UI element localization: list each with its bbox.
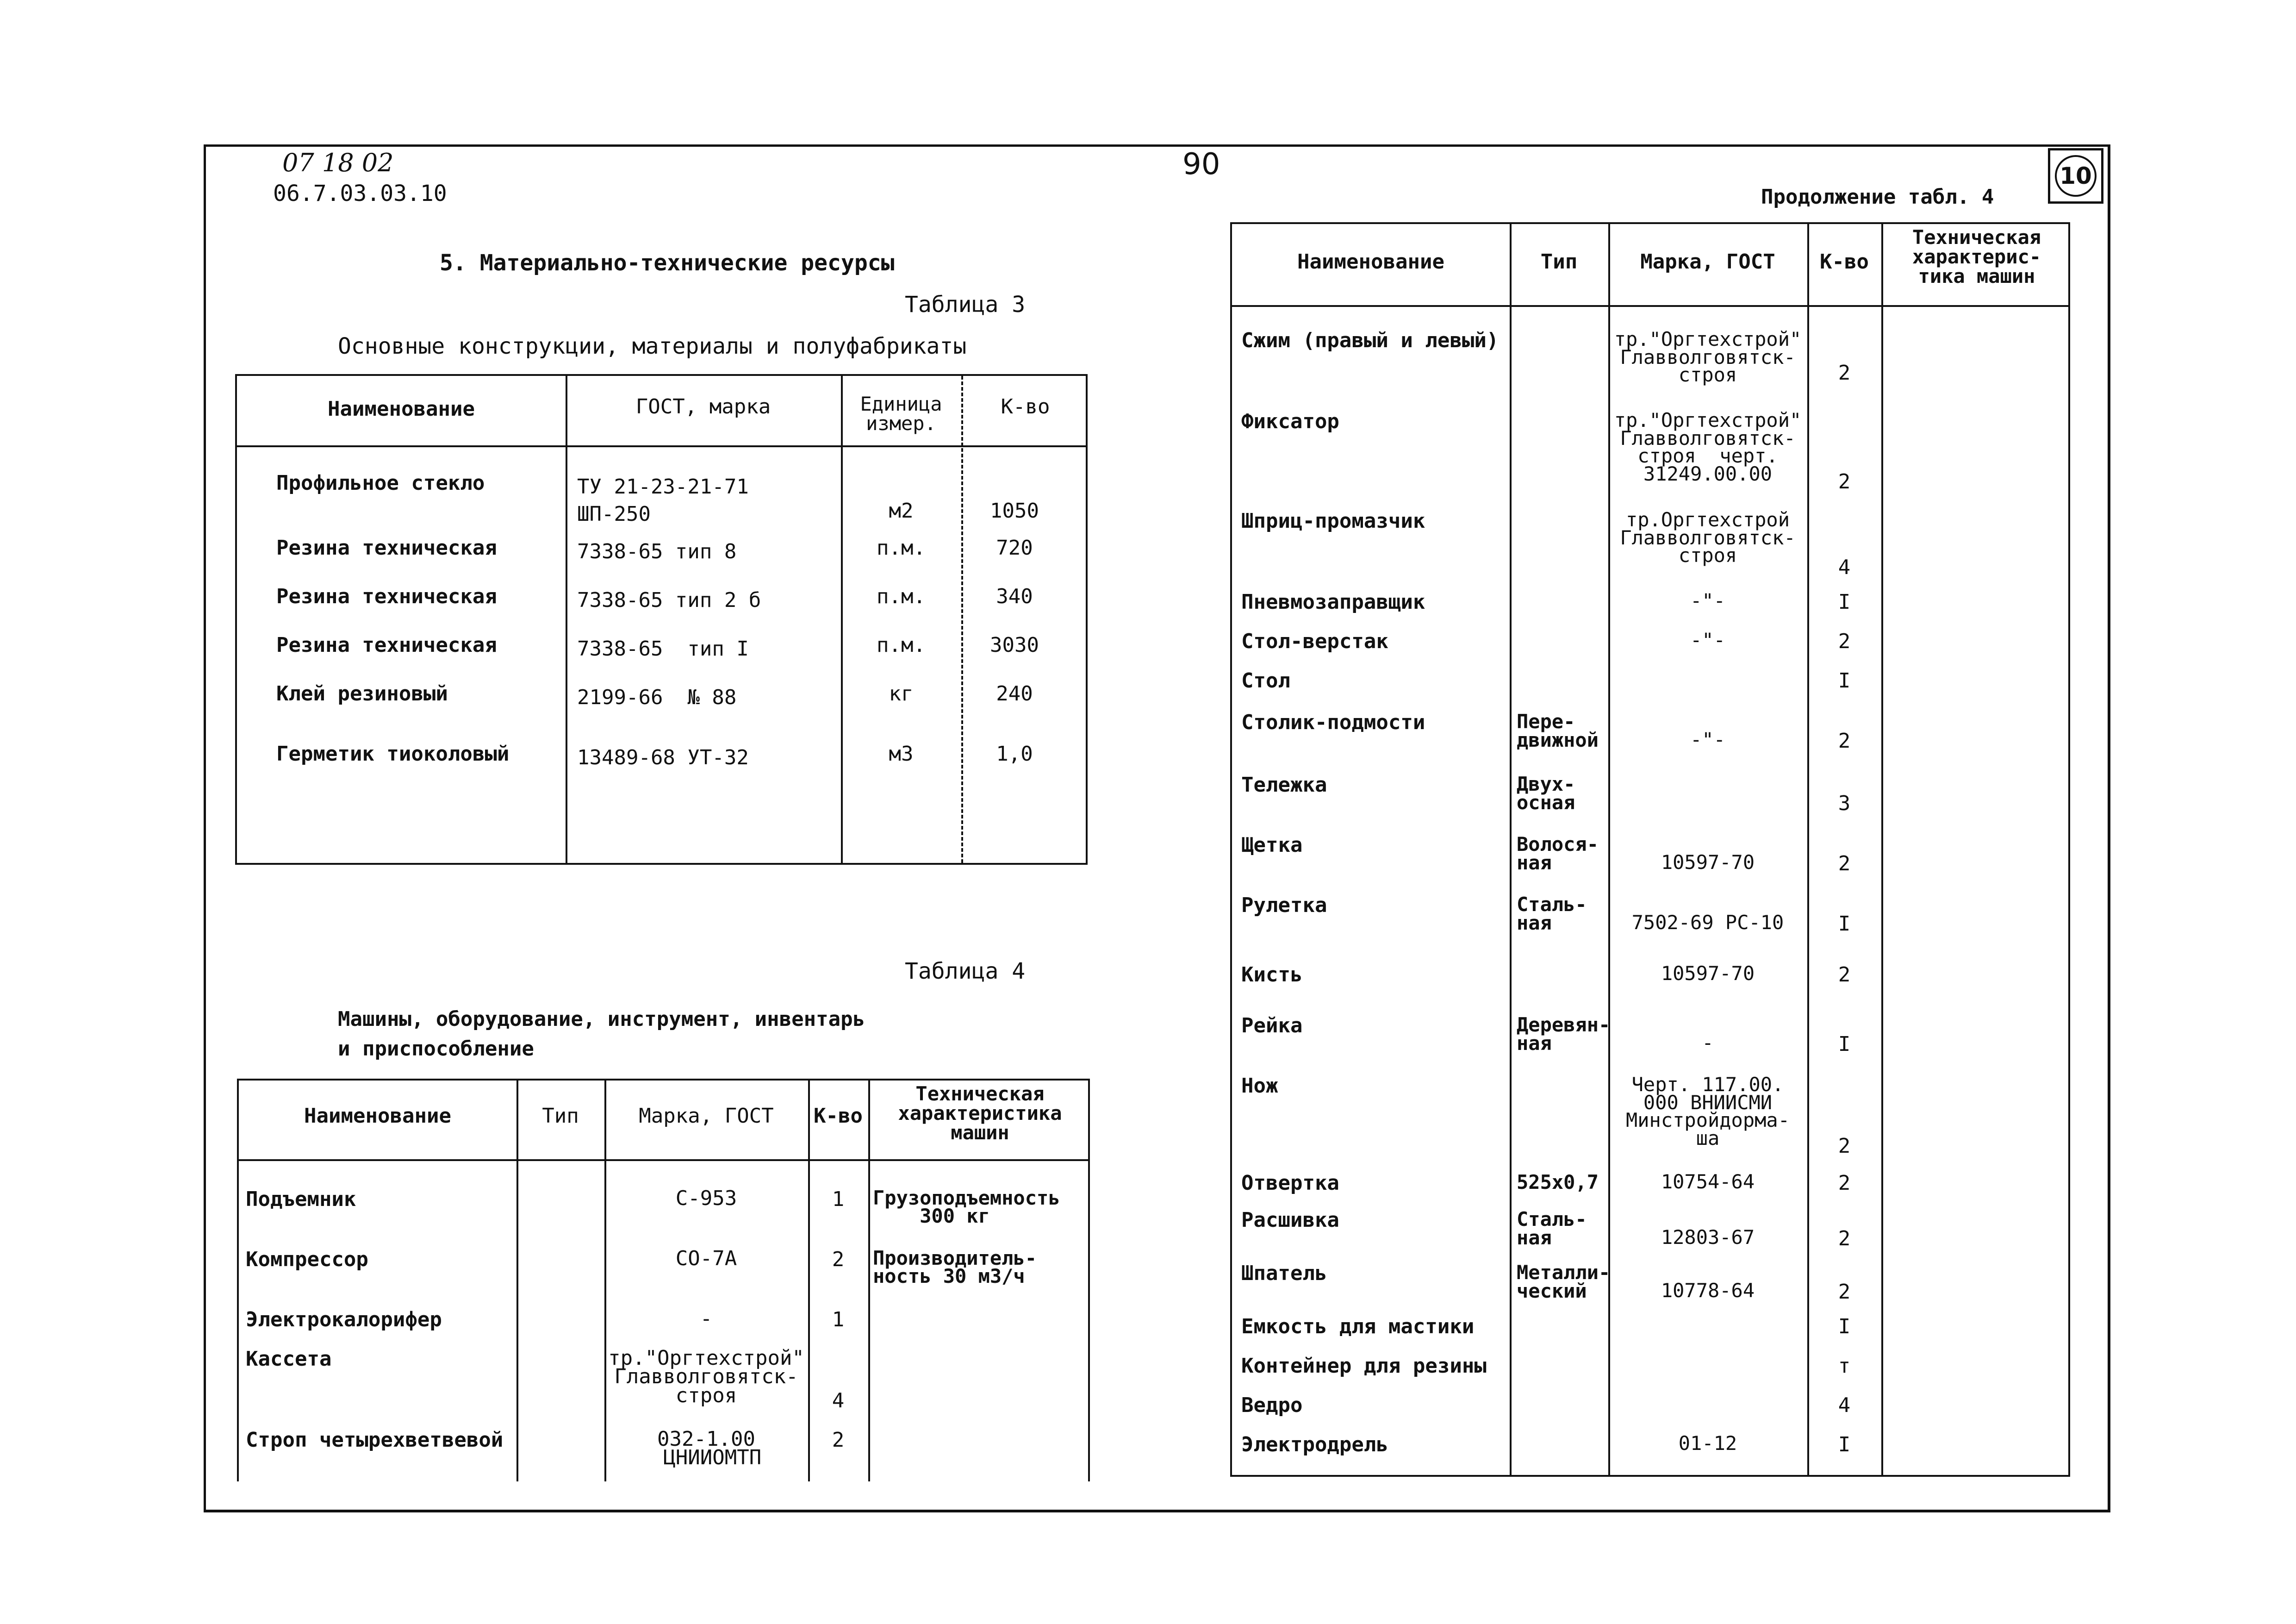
table4-continuation [1230, 222, 2070, 1477]
table4c-cell-qty: 2 [1838, 470, 1851, 493]
table3-header-unit: Единица измер. [860, 393, 942, 435]
table4c-cell-mark: -"- [1690, 728, 1725, 751]
table4c-cell-name: Ведро [1241, 1393, 1303, 1417]
table4c-cell-mark: 12803-67 [1661, 1226, 1755, 1249]
table4-header-type: Тип [542, 1104, 579, 1128]
table3-cell-qty: 720 [996, 536, 1033, 560]
table4c-cell-type: Волося- ная [1517, 833, 1599, 874]
table4c-cell-name: Шприц-промазчик [1241, 509, 1425, 533]
table4c-cell-name: Столик-подмости [1241, 711, 1425, 734]
table3-cell-qty: 1,0 [996, 742, 1033, 766]
table4c-cell-type: 525х0,7 [1517, 1171, 1599, 1193]
table4-cell-mark: тр."Оргтехстрой" Главволговятск- строя [608, 1346, 804, 1407]
table3-cell-gost: 13489-68 УТ-32 [577, 746, 749, 769]
table4c-cell-qty: I [1838, 669, 1851, 693]
table4c-cell-qty: 2 [1838, 963, 1851, 987]
table3-cell-gost: 2199-66 № 88 [577, 686, 737, 709]
table4c-cell-name: Рейка [1241, 1014, 1303, 1037]
table4c-cell-qty: 2 [1838, 852, 1851, 875]
table3-cell-gost: ТУ 21-23-21-71 ШП-250 [577, 475, 749, 526]
table4c-cell-qty: 2 [1838, 1134, 1851, 1158]
table4-cell-qty: 1 [832, 1308, 845, 1331]
table3 [235, 374, 1088, 865]
table3-cell-name: Клей резиновый [276, 682, 448, 706]
table3-cell-gost: 7338-65 тип 8 [577, 540, 737, 563]
table4-cell-qty: 4 [832, 1389, 845, 1412]
table4c-cell-mark: 7502-69 РС-10 [1631, 911, 1784, 934]
table3-header-gost: ГОСТ, марка [635, 395, 771, 418]
table4c-cell-qty: I [1838, 590, 1851, 614]
table4c-cell-mark: - [1702, 1031, 1714, 1054]
table4-cell-name: Электрокалорифер [246, 1308, 442, 1331]
table4c-cell-name: Шпатель [1241, 1262, 1327, 1285]
table4-cell-tech: Производитель- ность 30 м3/ч [873, 1247, 1037, 1287]
table4c-cell-qty: 2 [1838, 1227, 1851, 1250]
table4c-cell-name: Электродрель [1241, 1433, 1388, 1456]
table4-cell-name: Подъемник [246, 1187, 356, 1211]
continuation-label: Продолжение табл. 4 [1761, 185, 1994, 209]
table3-cell-name: Резина техническая [276, 536, 497, 560]
table4c-cell-type: Деревян- ная [1517, 1013, 1611, 1055]
table3-cell-gost: 7338-65 тип I [577, 637, 749, 661]
sheet-number: 10 [2055, 155, 2097, 197]
table4c-cell-name: Фиксатор [1241, 410, 1339, 433]
table4-cell-qty: 1 [832, 1187, 845, 1211]
table4c-cell-name: Расшивка [1241, 1208, 1339, 1232]
table4-cell-mark: 032-1.00 ЦНИИОМТП [657, 1427, 762, 1470]
table4-cell-name: Кассета [246, 1347, 332, 1371]
table3-cell-unit: м2 [889, 499, 914, 523]
table4 [237, 1079, 1090, 1481]
table4c-cell-mark: тр."Оргтехстрой" Главволговятск- строя [1614, 328, 1802, 387]
table4c-cell-mark: тр.Оргтехстрой Главволговятск- строя [1620, 508, 1796, 567]
table4-cell-mark: СО-7А [675, 1247, 737, 1270]
table4c-cell-type: Сталь- ная [1517, 893, 1587, 934]
table4c-cell-type: Металли- ческий [1517, 1261, 1611, 1302]
table3-cell-qty: 340 [996, 585, 1033, 608]
table3-cell-gost: 7338-65 тип 2 б [577, 588, 761, 612]
table4c-cell-mark: -"- [1690, 589, 1725, 612]
table4c-header-tech: Техническая характерис- тика машин [1912, 226, 2041, 287]
table4c-cell-qty: 3 [1838, 792, 1851, 815]
table4c-cell-type: Сталь- ная [1517, 1208, 1587, 1249]
table4c-cell-mark: 10597-70 [1661, 851, 1755, 874]
sheet-number-box [2048, 148, 2103, 204]
table4-label: Таблица 4 [905, 958, 1026, 984]
document-code: 06.7.03.03.10 [273, 181, 447, 206]
table4c-cell-name: Тележка [1241, 773, 1327, 797]
table4c-cell-type: Двух- осная [1517, 773, 1575, 814]
table3-cell-unit: п.м. [877, 536, 926, 560]
table3-cell-qty: 3030 [990, 633, 1039, 657]
table4c-cell-mark: тр."Оргтехстрой" Главволговятск- строя черт. 31249.00.00 [1614, 409, 1802, 485]
table4-cell-qty: 2 [832, 1428, 845, 1452]
table4c-cell-qty: 2 [1838, 361, 1851, 385]
table4c-header-mark: Марка, ГОСТ [1640, 250, 1775, 274]
table4c-cell-name: Отвертка [1241, 1171, 1339, 1195]
table3-cell-name: Профильное стекло [276, 471, 485, 495]
table3-cell-unit: кг [889, 682, 914, 706]
table4c-cell-qty: т [1838, 1354, 1851, 1378]
table4c-cell-qty: 4 [1838, 556, 1851, 579]
table4-header-name: Наименование [304, 1104, 451, 1128]
table4-caption: Машины, оборудование, инструмент, инвентарь и приспособление [338, 1007, 865, 1061]
table4c-cell-type: Пере- движной [1517, 710, 1599, 751]
table3-cell-unit: п.м. [877, 633, 926, 657]
table4-header-tech: Техническая характеристика машин [898, 1082, 1062, 1144]
table4c-cell-qty: I [1838, 1433, 1851, 1456]
table4c-cell-name: Пневмозаправщик [1241, 590, 1425, 614]
page-number: 90 [1182, 147, 1220, 181]
table4c-header-name: Наименование [1297, 250, 1444, 274]
table4-header-qty: К-во [814, 1104, 863, 1128]
table3-cell-unit: м3 [889, 742, 914, 766]
handwritten-code: 07 18 02 [282, 148, 394, 177]
table4c-cell-mark: Черт. 117.00. 000 ВНИИСМИ Минстройдорма- ша [1625, 1073, 1790, 1149]
table4c-cell-qty: I [1838, 1315, 1851, 1338]
table4c-cell-name: Емкость для мастики [1241, 1315, 1475, 1338]
table4-cell-qty: 2 [832, 1248, 845, 1271]
table3-cell-name: Резина техническая [276, 585, 497, 608]
table4c-cell-name: Щетка [1241, 833, 1303, 857]
table4c-cell-name: Рулетка [1241, 893, 1327, 917]
table4c-cell-mark: 10778-64 [1661, 1279, 1755, 1302]
table4c-cell-mark: 01-12 [1678, 1432, 1737, 1455]
table3-label: Таблица 3 [905, 292, 1026, 318]
table4c-cell-name: Нож [1241, 1074, 1278, 1098]
table4c-cell-qty: 4 [1838, 1393, 1851, 1417]
table3-caption: Основные конструкции, материалы и полуфабрикаты [338, 333, 967, 359]
table4-cell-name: Компрессор [246, 1248, 368, 1271]
table4c-cell-name: Контейнер для резины [1241, 1354, 1487, 1378]
table3-cell-qty: 1050 [990, 499, 1039, 523]
table4c-cell-mark: 10754-64 [1661, 1170, 1755, 1193]
table4c-cell-qty: 2 [1838, 1280, 1851, 1304]
table4c-header-qty: К-во [1820, 250, 1869, 274]
table4c-cell-name: Стол-верстак [1241, 630, 1388, 653]
table3-cell-unit: п.м. [877, 585, 926, 608]
table4c-cell-qty: 2 [1838, 630, 1851, 653]
table4-cell-mark: С-953 [675, 1187, 737, 1210]
table4c-cell-qty: I [1838, 1032, 1851, 1056]
table3-header-qty: К-во [1001, 395, 1050, 418]
table3-header-name: Наименование [328, 397, 475, 421]
table4-cell-mark: - [700, 1307, 713, 1330]
table4c-cell-qty: 2 [1838, 729, 1851, 753]
table3-cell-name: Резина техническая [276, 633, 497, 657]
table4c-cell-name: Кисть [1241, 963, 1303, 987]
table4-cell-name: Строп четырехветвевой [246, 1428, 504, 1452]
table4-cell-tech: Грузоподъемность 300 кг [873, 1187, 1060, 1227]
table4c-header-type: Тип [1540, 250, 1578, 274]
table4c-cell-qty: 2 [1838, 1171, 1851, 1195]
table3-cell-name: Герметик тиоколовый [276, 742, 510, 766]
section-title: 5. Материально-технические ресурсы [440, 250, 895, 276]
table4c-cell-qty: I [1838, 912, 1851, 936]
table4c-cell-name: Сжим (правый и левый) [1241, 329, 1499, 352]
table4c-cell-mark: -"- [1690, 629, 1725, 651]
table4c-cell-mark: 10597-70 [1661, 962, 1755, 985]
table4-header-mark: Марка, ГОСТ [639, 1104, 774, 1128]
table3-cell-qty: 240 [996, 682, 1033, 706]
table4c-cell-name: Стол [1241, 669, 1290, 693]
